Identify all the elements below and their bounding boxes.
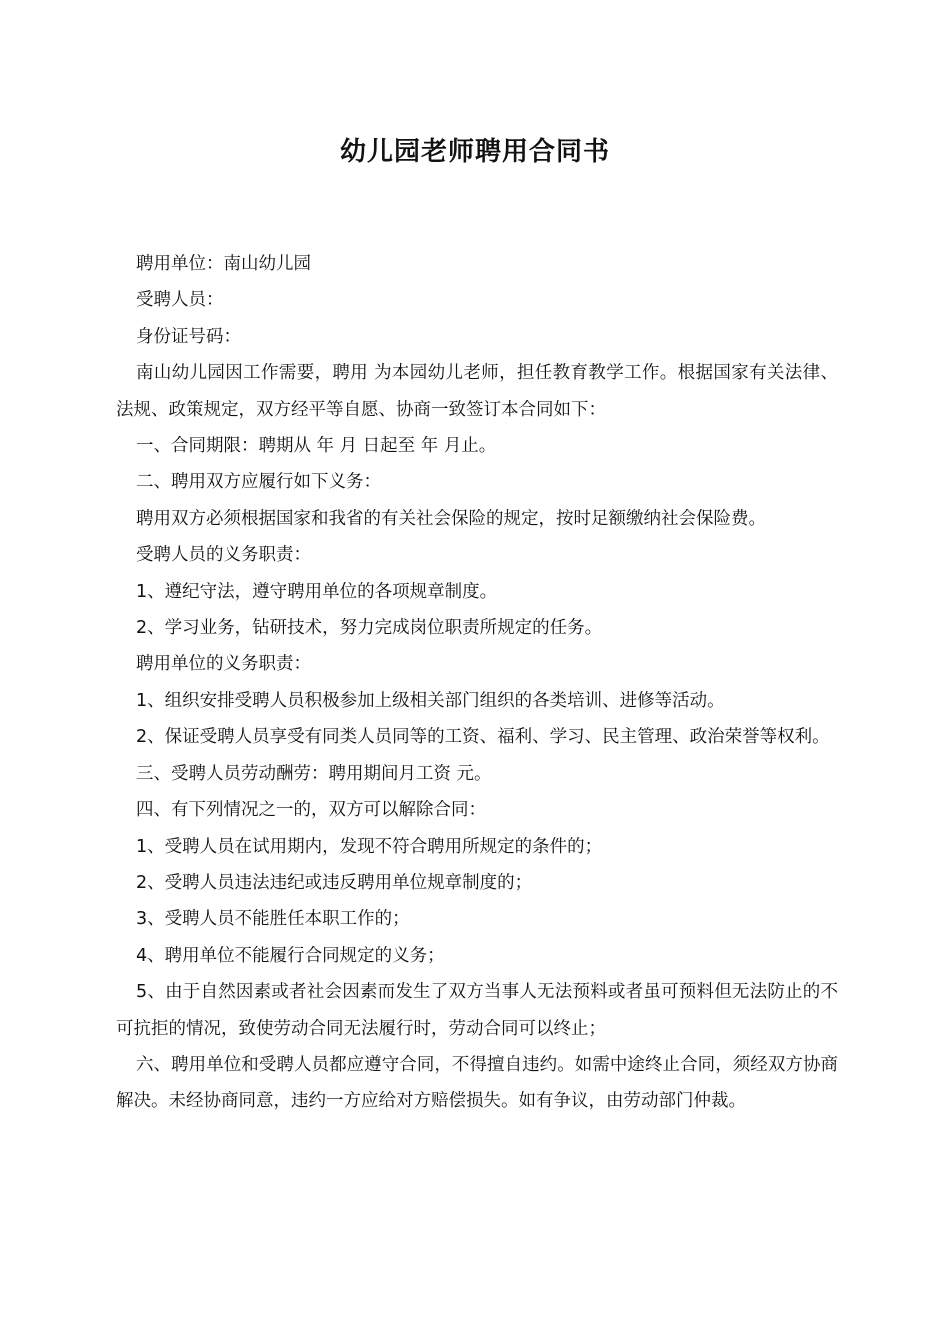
- id-number-line: 身份证号码：: [136, 326, 241, 347]
- document-title: 幼儿园老师聘用合同书: [339, 137, 610, 167]
- obligations-heading: 二、聘用双方应履行如下义务：: [136, 472, 381, 493]
- employee-line: 受聘人员：: [136, 290, 224, 311]
- contract-term-clause: 一、合同期限：聘期从 年 月 日起至 年 月止。: [136, 436, 497, 457]
- employer-line: 聘用单位：南山幼儿园: [136, 254, 311, 274]
- employer-duty-item: 2、保证受聘人员享受有同类人员同等的工资、福利、学习、民主管理、政治荣誉等权利。: [136, 727, 830, 748]
- salary-clause: 三、受聘人员劳动酬劳：聘用期间月工资 元。: [136, 763, 492, 784]
- employee-duties-heading: 受聘人员的义务职责：: [136, 545, 311, 566]
- contract-body: [116, 246, 838, 1120]
- employee-duty-item: 1、遵纪守法，遵守聘用单位的各项规章制度。: [136, 581, 498, 602]
- intro-paragraph: 南山幼儿园因工作需要，聘用 为本园幼儿老师，担任教育教学工作。根据国家有关法律、法规、政策规定，双方经平等自愿、协商一致签订本合同如下：: [116, 363, 838, 420]
- social-insurance-clause: 聘用双方必须根据国家和我省的有关社会保险的规定，按时足额缴纳社会保险费。: [136, 508, 766, 529]
- employee-duty-item: 2、学习业务，钻研技术，努力完成岗位职责所规定的任务。: [136, 618, 603, 639]
- termination-item: 4、聘用单位不能履行合同规定的义务；: [136, 945, 445, 966]
- termination-item: 1、受聘人员在试用期内，发现不符合聘用所规定的条件的；: [136, 836, 603, 857]
- termination-item: 3、受聘人员不能胜任本职工作的；: [136, 909, 410, 930]
- breach-clause: 六、聘用单位和受聘人员都应遵守合同，不得擅自违约。如需中途终止合同，须经双方协商解决。未经协商同意，违约一方应给对方赔偿损失。如有争议，由劳动部门仲裁。: [116, 1054, 838, 1112]
- termination-item: 5、由于自然因素或者社会因素而发生了双方当事人无法预料或者虽可预料但无法防止的不可抗拒的情况，致使劳动合同无法履行时，劳动合同可以终止；: [116, 982, 838, 1039]
- termination-item: 2、受聘人员违法违纪或违反聘用单位规章制度的；: [136, 872, 533, 893]
- termination-heading: 四、有下列情况之一的，双方可以解除合同：: [136, 800, 486, 821]
- employer-duty-item: 1、组织安排受聘人员积极参加上级相关部门组织的各类培训、进修等活动。: [136, 690, 725, 711]
- employer-duties-heading: 聘用单位的义务职责：: [136, 654, 311, 675]
